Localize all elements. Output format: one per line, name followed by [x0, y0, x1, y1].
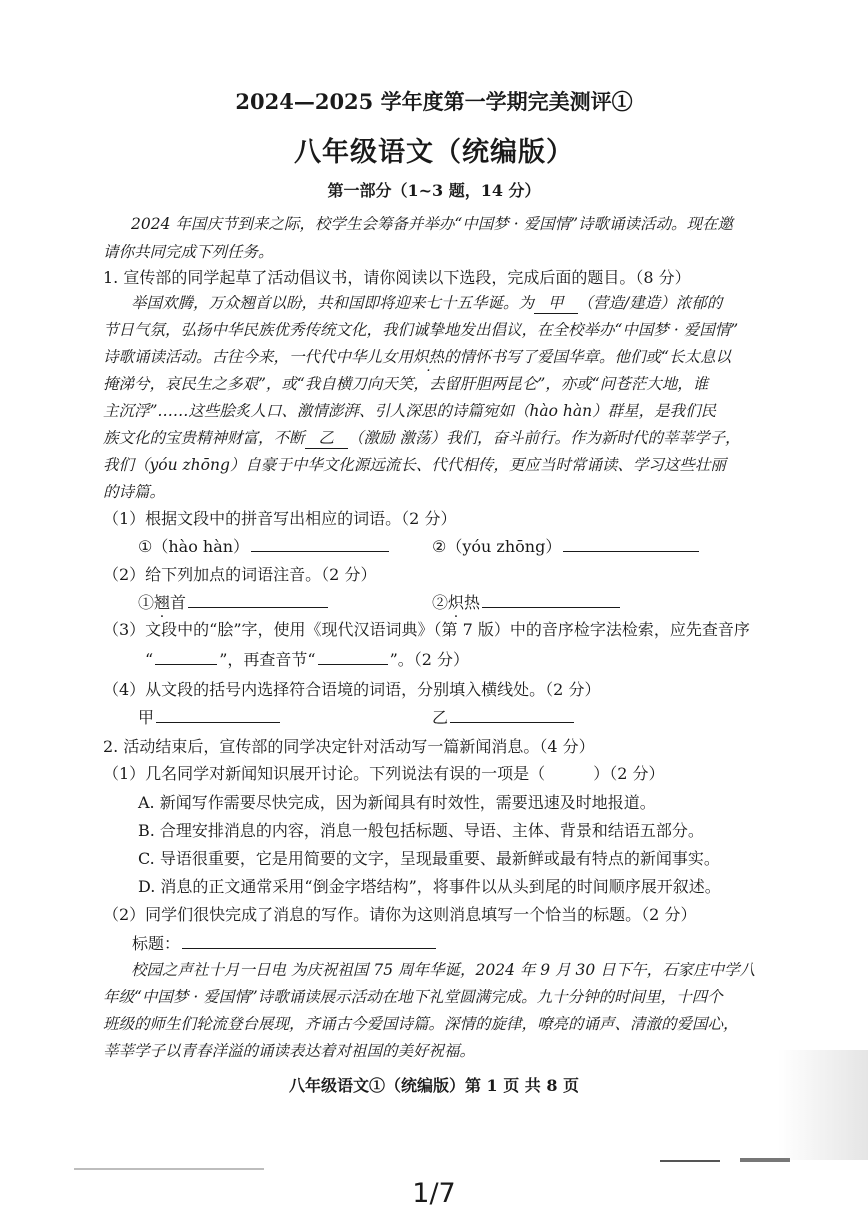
question-2-stem: 2. 活动结束后，宣传部的同学决定针对活动写一篇新闻消息。（4 分）	[103, 737, 595, 756]
answer-line-yinxu[interactable]	[155, 648, 217, 665]
q1-sub2-a: ①翘首	[138, 590, 330, 613]
q1-sub1: （1）根据文段中的拼音写出相应的词语。（2 分）	[103, 509, 457, 528]
headline-answer: 标题：	[132, 931, 438, 954]
answer-line-youzhong[interactable]	[563, 535, 699, 552]
section-heading: 第一部分（1~3 题，14 分）	[327, 181, 541, 200]
passage-line-1: 举国欢腾，万众翘首以盼，共和国即将迎来七十五华诞。为 甲 （营造/建造）浓郁的	[131, 291, 722, 314]
blank-jia: 甲	[534, 291, 578, 314]
passage-line-8: 的诗篇。	[103, 483, 166, 501]
q1-sub3-line-2: “ ”，再查音节“ ”。（2 分）	[145, 650, 470, 669]
q1-sub4-b: 乙	[432, 705, 576, 728]
news-line-3: 班级的师生们轮流登台展现，齐诵古今爱国诗篇。深情的旋律，嘹亮的诵声、清澈的爱国心，	[103, 1015, 739, 1033]
exam-title: 2024—2025 学年度第一学期完美测评①	[235, 89, 633, 114]
q1-sub4: （4）从文段的括号内选择符合语境的词语，分别填入横线处。（2 分）	[103, 680, 601, 699]
q1-sub4-a: 甲	[138, 705, 282, 728]
intro-line-1: 2024 年国庆节到来之际，校学生会筹备并举办“中国梦 · 爱国情”诗歌诵读活动。现在邀	[131, 215, 734, 233]
passage-line-2: 节日气氛，弘扬中华民族优秀传统文化，我们诚挚地发出倡议，在全校举办“中国梦 · 爱国情”	[103, 321, 739, 339]
passage-line-6: 族文化的宝贵精神财富，不断 乙 （激励 激荡）我们，奋斗前行。作为新时代的莘莘学子，	[103, 426, 740, 449]
scan-smudge-right	[660, 1160, 720, 1162]
option-d: D. 消息的正文通常采用“倒金字塔结构”，将事件以从头到尾的时间顺序展开叙述。	[138, 877, 721, 896]
scan-edge-shadow	[778, 1050, 868, 1160]
news-line-1: 校园之声社十月一日电 为庆祝祖国 75 周年华诞，2024 年 9 月 30 日下午，石家庄中学八	[131, 961, 756, 979]
answer-line-chire[interactable]	[482, 591, 620, 608]
passage-line-3: 诗歌诵读活动。古往今来，一代代中华儿女用炽热的情怀书写了爱国华章。他们或“长太息以	[103, 348, 731, 366]
q2-sub1: （1）几名同学对新闻知识展开讨论。下列说法有误的一项是（ ）（2 分）	[103, 764, 665, 783]
q1-sub2: （2）给下列加点的词语注音。（2 分）	[103, 565, 377, 584]
q1-sub1-a: ①（hào hàn）	[138, 534, 391, 557]
page-footer: 八年级语文①（统编版）第 1 页 共 8 页	[288, 1076, 580, 1095]
answer-line-yinjie[interactable]	[318, 648, 388, 665]
answer-line-qiaoshou[interactable]	[188, 591, 328, 608]
q2-sub2: （2）同学们很快完成了消息的写作。请你为这则消息填写一个恰当的标题。（2 分）	[103, 905, 697, 924]
answer-line-yi[interactable]	[450, 706, 574, 723]
intro-line-2: 请你共同完成下列任务。	[103, 243, 274, 261]
scan-smudge-left	[74, 1168, 264, 1170]
passage-line-4: 掩涕兮，哀民生之多艰”，或“我自横刀向天笑，去留肝胆两昆仑”，亦或“问苍茫大地，谁	[103, 375, 709, 393]
option-a: A. 新闻写作需要尽快完成，因为新闻具有时效性，需要迅速及时地报道。	[138, 793, 656, 812]
option-c: C. 导语很重要，它是用简要的文字，呈现最重要、最新鲜或最有特点的新闻事实。	[138, 849, 720, 868]
passage-line-7: 我们（yóu zhōng）自豪于中华文化源远流长、代代相传，更应当时常诵读、学习这些壮丽	[103, 456, 726, 474]
question-1-stem: 1. 宣传部的同学起草了活动倡议书，请你阅读以下选段，完成后面的题目。（8 分）	[103, 268, 691, 287]
option-b: B. 合理安排消息的内容，消息一般包括标题、导语、主体、背景和结语五部分。	[138, 821, 704, 840]
q1-sub2-b: ②炽热	[432, 590, 622, 613]
blank-yi: 乙	[305, 426, 349, 449]
news-line-4: 莘莘学子以青春洋溢的诵读表达着对祖国的美好祝福。	[103, 1042, 476, 1060]
subject-title: 八年级语文（统编版）	[294, 137, 574, 168]
viewer-page-indicator: 1/7	[412, 1178, 456, 1209]
q1-sub1-b: ②（yóu zhōng）	[432, 534, 701, 557]
answer-line-jia[interactable]	[156, 706, 280, 723]
answer-line-headline[interactable]	[182, 932, 436, 949]
answer-line-haohan[interactable]	[251, 535, 389, 552]
passage-line-5: 主沉浮”……这些脍炙人口、激情澎湃、引人深思的诗篇宛如（hào hàn）群星，是我们民	[103, 402, 717, 420]
q1-sub3-line-1: （3）文段中的“脍”字，使用《现代汉语词典》（第 7 版）中的音序检字法检索，应先查音序	[103, 620, 750, 639]
news-line-2: 年级“中国梦 · 爱国情”诗歌诵读展示活动在地下礼堂圆满完成。九十分钟的时间里，十四个	[103, 988, 723, 1006]
